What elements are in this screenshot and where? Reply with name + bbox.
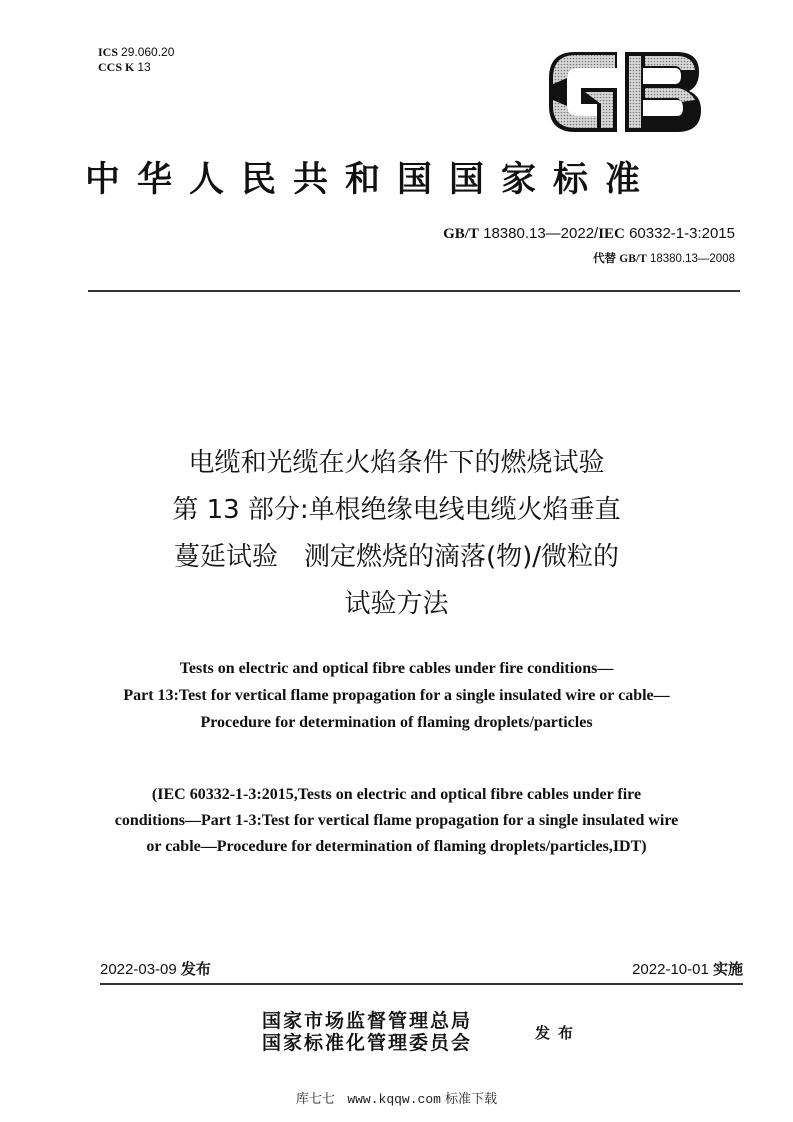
chinese-title-line: 试验方法 <box>344 589 449 619</box>
english-title <box>60 655 733 736</box>
watermark-url[interactable]: www.kqqw.com <box>347 1092 441 1107</box>
ccs-letter: K <box>125 60 135 74</box>
standard-number-body: 18380.13—2022/ <box>478 225 599 242</box>
idt-equivalence-note <box>60 782 733 860</box>
gb-logo-icon <box>545 48 705 136</box>
ccs-value: 13 <box>137 60 151 74</box>
bottom-divider <box>100 983 743 985</box>
ics-label: ICS <box>98 45 119 59</box>
top-divider <box>88 290 740 292</box>
iec-prefix: IEC <box>598 226 625 242</box>
replaces-standard <box>593 250 735 266</box>
publish-label: 发布 <box>535 1024 582 1042</box>
issue-date-value: 2022-03-09 <box>100 961 177 978</box>
issuer-sac: 国家标准化管理委员会 <box>262 1032 473 1054</box>
iec-number: 60332-1-3:2015 <box>624 225 735 242</box>
watermark-site-name: 库七七 <box>295 1092 335 1107</box>
ccs-label: CCS <box>98 60 123 74</box>
replaces-label: 代替 <box>593 251 617 265</box>
replaces-number: 18380.13—2008 <box>646 253 735 265</box>
issuer-samr: 国家市场监督管理总局 <box>262 1010 473 1032</box>
watermark <box>0 1088 793 1107</box>
watermark-suffix: 标准下载 <box>445 1092 498 1107</box>
standard-number-prefix: GB/T <box>443 226 479 242</box>
issue-date-label: 发布 <box>180 960 211 978</box>
chinese-title-line: 第 13 部分:单根绝缘电线电缆火焰垂直 <box>172 495 621 525</box>
classification-codes <box>98 45 174 75</box>
idt-note-line: conditions—Part 1-3:Test for vertical flame propagation for a single insulated wire <box>114 812 679 829</box>
implementation-date <box>632 958 743 979</box>
idt-note-line: or cable—Procedure for determination of flaming droplets/particles,IDT) <box>146 838 647 855</box>
idt-note-line: (IEC 60332-1-3:2015,Tests on electric and optical fibre cables under fire <box>151 786 642 803</box>
national-standard-title: 中华人民共和国国家标准 <box>85 159 658 200</box>
issue-date <box>100 958 211 979</box>
english-title-line: Tests on electric and optical fibre cables under fire conditions— <box>179 660 614 677</box>
chinese-title-line: 电缆和光缆在火焰条件下的燃烧试验 <box>188 448 605 478</box>
implementation-date-value: 2022-10-01 <box>632 961 709 978</box>
issuing-authorities <box>262 1010 472 1054</box>
implementation-date-label: 实施 <box>712 960 743 978</box>
replaces-prefix: GB/T <box>619 253 647 265</box>
english-title-line: Procedure for determination of flaming droplets/particles <box>200 714 593 731</box>
ics-value: 29.060.20 <box>121 45 175 59</box>
chinese-title <box>60 440 733 628</box>
ccs-code <box>98 60 174 75</box>
english-title-line: Part 13:Test for vertical flame propagation for a single insulated wire or cable— <box>123 687 670 704</box>
standard-number <box>443 225 735 243</box>
ics-code <box>98 45 174 60</box>
chinese-title-line: 蔓延试验 测定燃烧的滴落(物)/微粒的 <box>173 542 620 572</box>
